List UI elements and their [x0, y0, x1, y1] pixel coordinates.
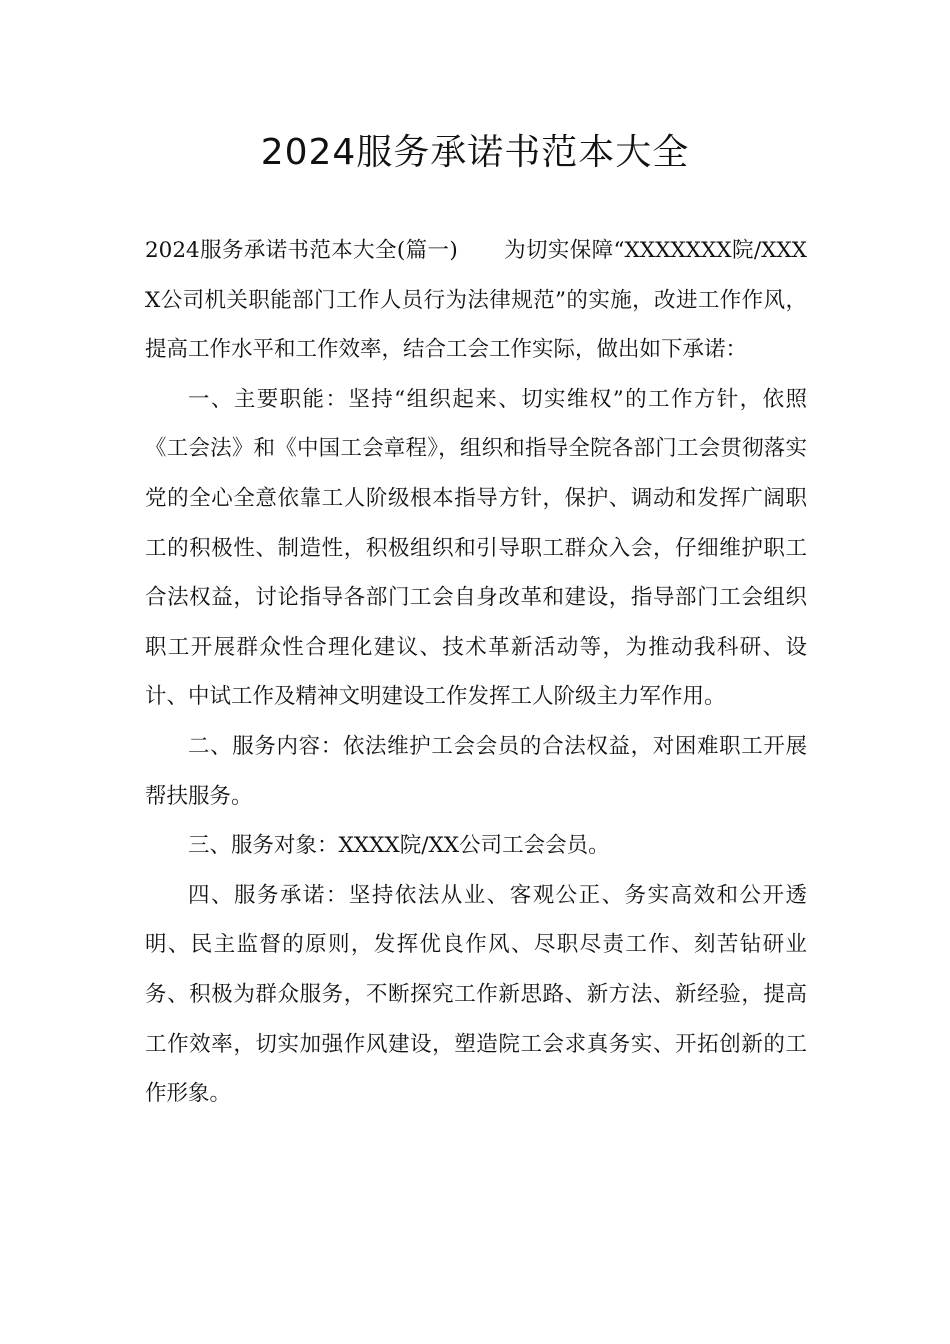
- intro-text: 为切实保障“XXXXXXX院/XXXX公司机关职能部门工作人员行为法律规范”的实施，改进工作作风，提高工作水平和工作效率，结合工会工作实际，做出如下承诺：: [145, 238, 807, 363]
- paragraph-service-commitment: 四、服务承诺：坚持依法从业、客观公正、务实高效和公开透明、民主监督的原则，发挥优良作风、尽职尽责工作、刻苦钻研业务、积极为群众服务，不断探究工作新思路、新方法、新经验，提高工作效率，切实加强作风建设，塑造院工会求真务实、开拓创新的工作形象。: [145, 882, 807, 1107]
- document-body: [145, 226, 807, 1119]
- paragraph-service-target: 三、服务对象：XXXX院/XX公司工会会员。: [188, 833, 610, 859]
- paragraph-service-content: 二、服务内容：依法维护工会会员的合法权益，对困难职工开展帮扶服务。: [145, 733, 807, 809]
- document-title: 2024服务承诺书范本大全: [260, 132, 690, 173]
- paragraph-main-functions: 一、主要职能：坚持“组织起来、切实维权”的工作方针，依照《工会法》和《中国工会章程》，组织和指导全院各部门工会贯彻落实党的全心全意依靠工人阶级根本指导方针，保护、调动和发挥广阔职工的积极性、制造性，积极组织和引导职工群众入会，仔细维护职工合法权益，讨论指导各部门工会自身改革和建设，指导部门工会组织职工开展群众性合理化建议、技术革新活动等，为推动我科研、设计、中试工作及精神文明建设工作发挥工人阶级主力军作用。: [145, 386, 807, 710]
- intro-heading: 2024服务承诺书范本大全(篇一): [145, 238, 458, 263]
- intro-paragraph: [145, 226, 807, 375]
